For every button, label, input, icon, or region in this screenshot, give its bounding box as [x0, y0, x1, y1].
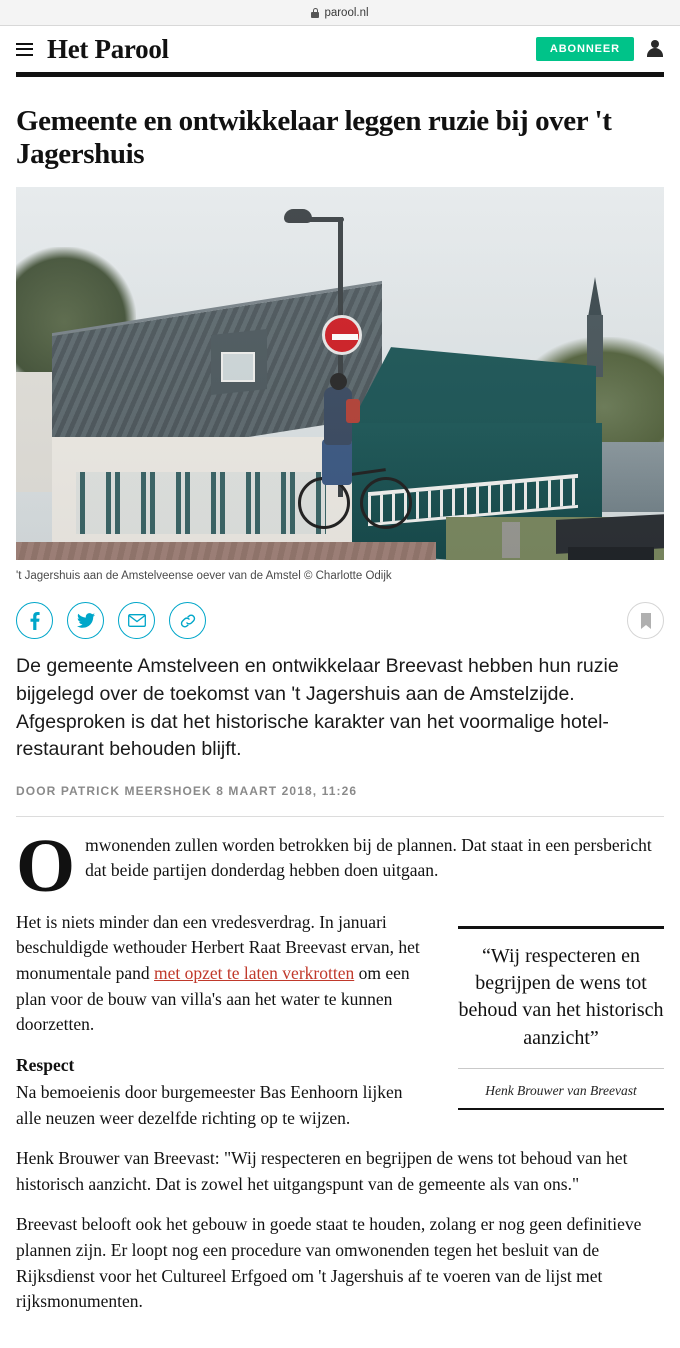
- paragraph-four: Henk Brouwer van Breevast: "Wij respecteren en begrijpen de wens tot behoud van het historisch aanzicht. Dat is zowel het uitgangspunt van de gemeente als van ons.": [16, 1148, 628, 1194]
- paragraph-two-b: om een plan voor de bouw van villa's aan het water te kunnen doorzetten.: [16, 963, 410, 1035]
- email-icon[interactable]: [118, 602, 155, 639]
- paragraph-two: [16, 910, 430, 1038]
- article-body: [16, 823, 664, 1315]
- site-header: [0, 26, 680, 72]
- image-caption: 't Jagershuis aan de Amstelveense oever van de Amstel © Charlotte Odijk: [16, 570, 392, 583]
- paragraph-first: [16, 823, 664, 908]
- body-columns: [16, 910, 664, 1146]
- article-hero-image: [16, 187, 664, 560]
- facebook-icon[interactable]: [16, 602, 53, 639]
- dropcap: O: [16, 823, 76, 908]
- site-logo[interactable]: Het Parool: [47, 33, 169, 64]
- link-icon[interactable]: [169, 602, 206, 639]
- paragraph-five: Breevast belooft ook het gebouw in goede staat te houden, zolang er nog geen definitieve plannen zijn. Er loopt nog een procedure van omwonenden tegen het besluit van de Rijksdienst voor het Cultureel Erfgoed om 't Jagershuis af te voeren van de lijst met rijksmonumenten.: [16, 1214, 642, 1312]
- section-subheading: Respect: [16, 1054, 75, 1075]
- subscribe-button[interactable]: ABONNEER: [536, 37, 634, 61]
- share-row: [16, 602, 664, 639]
- pullquote-text: “Wij respecteren en begrijpen de wens tot behoud van het historisch aanzicht”: [458, 944, 664, 1049]
- paragraph-first-text: mwonenden zullen worden betrokken bij de plannen. Dat staat in een persbericht dat beide partijen donderdag hebben doen uitgaan.: [85, 834, 652, 881]
- header-divider: [16, 72, 664, 77]
- pullquote-block: [458, 910, 664, 1110]
- bookmark-icon[interactable]: [627, 602, 664, 639]
- paragraph-two-a: Het is niets minder dan een vredesverdrag. In januari beschuldigde wethouder Herbert Raat Breevast ervan, het monumentale pand: [16, 911, 420, 984]
- lock-icon: [311, 8, 319, 18]
- pullquote-top-rule: [458, 926, 664, 929]
- article: [0, 105, 680, 1315]
- article-intro: De gemeente Amstelveen en ontwikkelaar Breevast hebben hun ruzie bijgelegd over de toekomst van 't Jagershuis aan de Amstelzijde. Afgesproken is dat het historische karakter van het voormalige hotel-restaurant behouden blijft.: [16, 655, 619, 761]
- twitter-icon[interactable]: [67, 602, 104, 639]
- pullquote-attribution: Henk Brouwer van Breevast: [458, 1068, 664, 1111]
- inline-link[interactable]: met opzet te laten verkrotten: [154, 963, 355, 984]
- page-title: Gemeente en ontwikkelaar leggen ruzie bij over 't Jagershuis: [16, 105, 612, 171]
- body-column-main: [16, 910, 430, 1146]
- paragraph-three: Na bemoeienis door burgemeester Bas Eenhoorn lijken alle neuzen weer dezelfde richting op te wijzen.: [16, 1082, 403, 1128]
- browser-url-bar[interactable]: [0, 0, 680, 26]
- user-icon[interactable]: [646, 39, 664, 59]
- url-text: parool.nl: [324, 6, 369, 19]
- page-container: [0, 26, 680, 1315]
- article-byline: DOOR PATRICK MEERSHOEK 8 MAART 2018, 11:26: [16, 784, 664, 817]
- hamburger-icon[interactable]: [16, 43, 33, 56]
- header-actions: [536, 37, 664, 61]
